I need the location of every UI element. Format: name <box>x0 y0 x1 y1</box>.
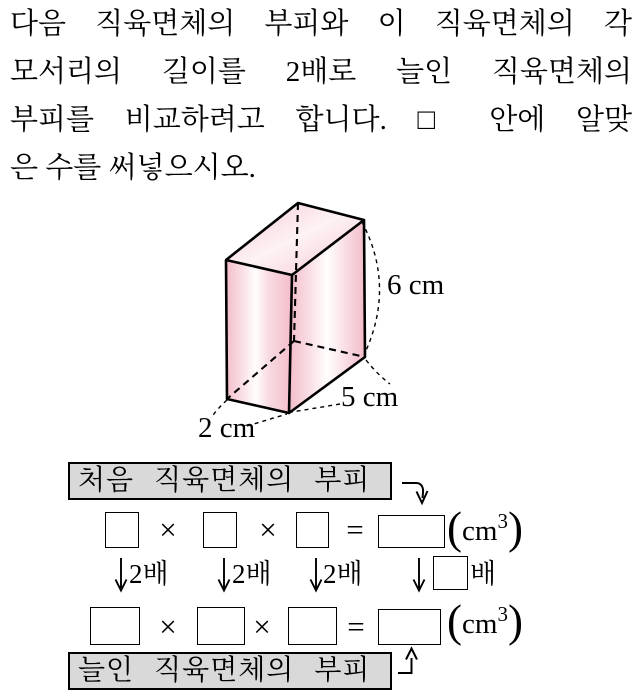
times-sign: × <box>159 512 177 547</box>
problem-statement <box>10 0 632 192</box>
problem-line-2: 모서리의 길이를 2배로 늘인 직육면체의 <box>10 56 632 88</box>
times-sign: × <box>253 609 271 644</box>
equals-sign: = <box>347 609 365 644</box>
answer-box-row1-result[interactable] <box>378 515 445 548</box>
unit-close-paren: ) <box>507 503 523 553</box>
unit-cm3 <box>447 598 523 644</box>
unit-cm3 <box>447 505 523 551</box>
scale-label-2: 2배 <box>232 559 272 589</box>
down-arrow-icon <box>114 557 128 593</box>
answer-box-row1-factor3[interactable] <box>296 512 329 548</box>
unit-base: cm <box>462 515 498 547</box>
original-volume-label: 처음 직육면체의 부피 <box>68 462 392 500</box>
unit-open-paren: ( <box>447 503 462 553</box>
arrow-corner-up-icon <box>396 646 432 680</box>
prism-figure <box>150 195 470 445</box>
down-arrow-icon <box>217 557 231 593</box>
answer-box-row1-factor1[interactable] <box>105 512 139 548</box>
equals-sign: = <box>346 512 364 547</box>
answer-box-row2-factor2[interactable] <box>197 607 245 645</box>
answer-box-row2-factor1[interactable] <box>90 607 140 645</box>
enlarged-volume-label: 늘인 직육면체의 부피 <box>68 652 392 690</box>
dimension-label-depth: 5 cm <box>341 381 399 413</box>
times-sign: × <box>259 512 277 547</box>
answer-box-row2-result[interactable] <box>378 609 441 645</box>
answer-box-scale-factor[interactable] <box>433 556 468 590</box>
dimension-label-height: 6 cm <box>387 269 445 301</box>
arrow-corner-down-icon <box>396 472 432 508</box>
problem-line-1: 다음 직육면체의 부피와 이 직육면체의 각 <box>10 8 632 40</box>
problem-line-4: 은 수를 써넣으시오. <box>10 152 256 184</box>
unit-base: cm <box>462 608 498 640</box>
scale-suffix: 배 <box>470 559 497 589</box>
down-arrow-icon <box>309 557 323 593</box>
times-sign: × <box>159 609 177 644</box>
unit-close-paren: ) <box>507 596 523 646</box>
unit-open-paren: ( <box>447 596 462 646</box>
answer-box-row1-factor2[interactable] <box>203 512 237 548</box>
unit-exponent: 3 <box>497 509 508 533</box>
answer-box-row2-factor3[interactable] <box>288 607 337 645</box>
scale-label-3: 2배 <box>323 559 363 589</box>
dimension-label-width: 2 cm <box>198 412 256 444</box>
problem-line-3: 부피를 비교하려고 합니다. □ 안에 알맞 <box>10 104 632 136</box>
down-arrow-icon <box>412 557 426 593</box>
unit-exponent: 3 <box>497 602 508 626</box>
scale-label-1: 2배 <box>129 559 169 589</box>
